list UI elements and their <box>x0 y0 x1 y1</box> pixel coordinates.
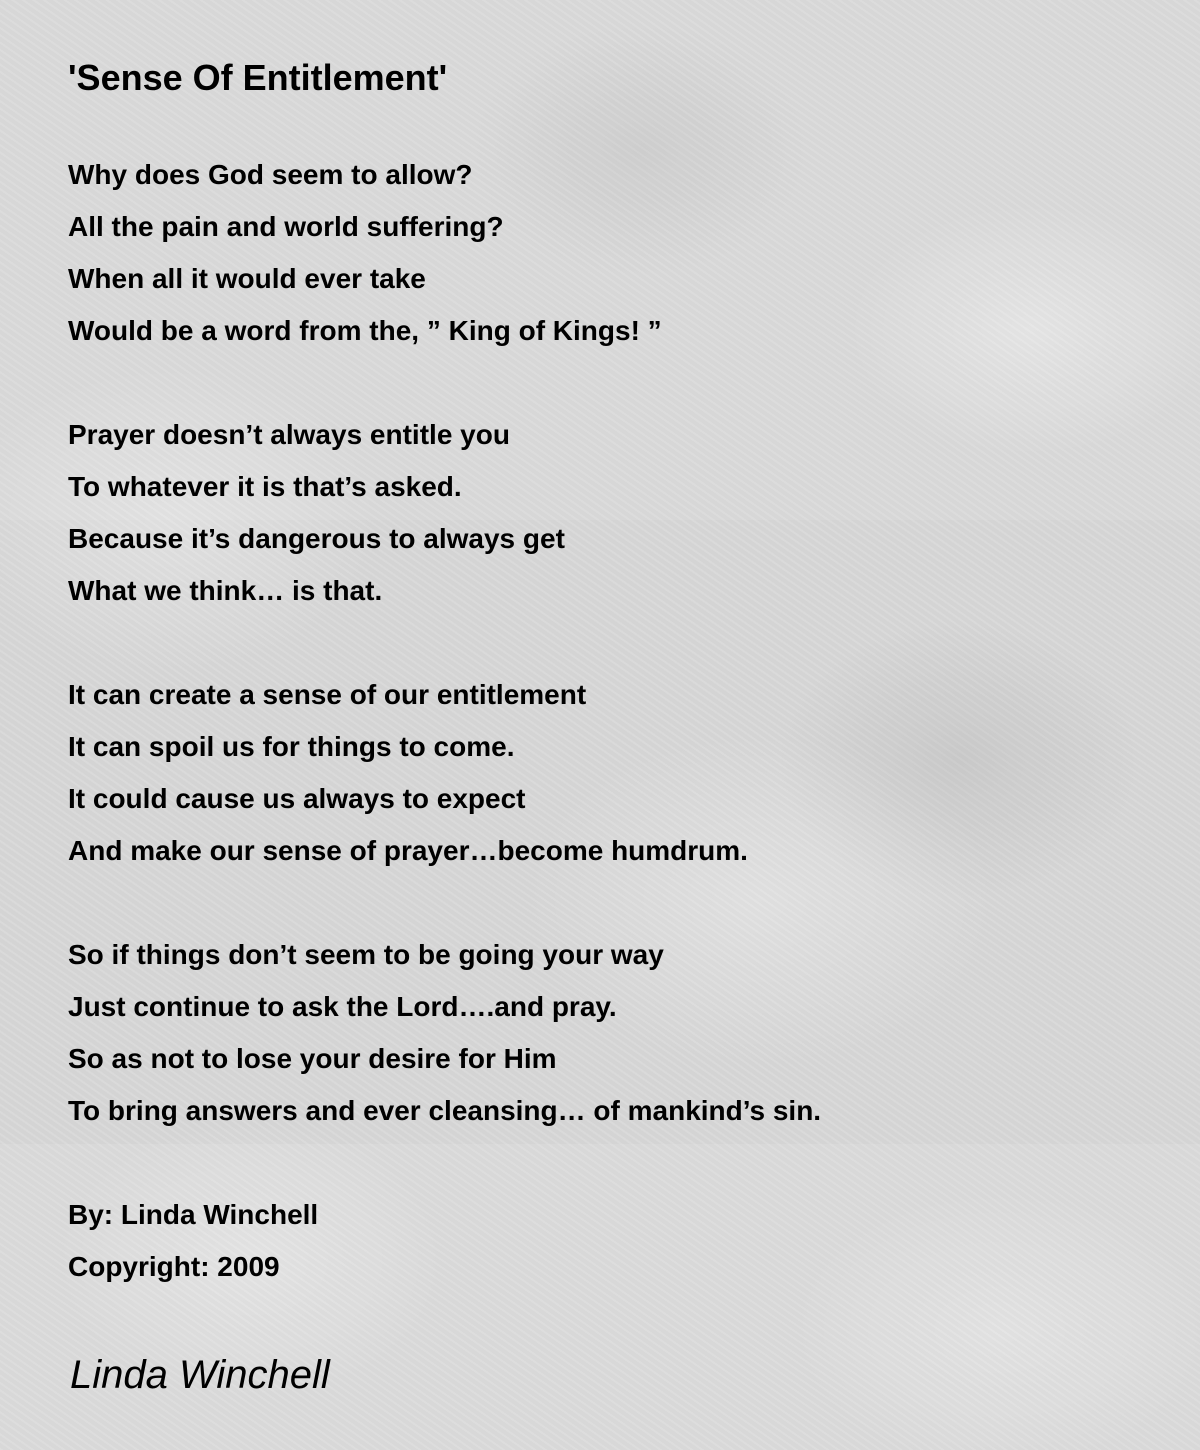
poem-line: Just continue to ask the Lord….and pray. <box>68 991 617 1022</box>
stanza-3 <box>68 669 748 877</box>
poem-line: What we think… is that. <box>68 575 383 606</box>
stanza-2 <box>68 409 565 617</box>
copyright-notice: Copyright: 2009 <box>68 1251 280 1282</box>
poem-line: Why does God seem to allow? <box>68 159 473 190</box>
poem-credits <box>68 1189 318 1293</box>
poem-line: And make our sense of prayer…become humdrum. <box>68 835 748 866</box>
poem-line: It could cause us always to expect <box>68 783 526 814</box>
poem-line: So if things don’t seem to be going your way <box>68 939 664 970</box>
stanza-1 <box>68 149 662 357</box>
poem-line: Because it’s dangerous to always get <box>68 523 565 554</box>
stanza-4 <box>68 929 821 1137</box>
poem-line: To whatever it is that’s asked. <box>68 471 462 502</box>
poem-line: To bring answers and ever cleansing… of mankind’s sin. <box>68 1095 822 1126</box>
poem-line: It can create a sense of our entitlement <box>68 679 587 710</box>
author-signature: Linda Winchell <box>70 1353 330 1397</box>
byline: By: Linda Winchell <box>68 1199 319 1230</box>
poem-line: Would be a word from the, ” King of Kings! ” <box>68 315 662 346</box>
poem-line: Prayer doesn’t always entitle you <box>68 419 510 450</box>
poem-title: 'Sense Of Entitlement' <box>68 57 448 98</box>
poem-line: When all it would ever take <box>68 263 426 294</box>
poem-line: It can spoil us for things to come. <box>68 731 515 762</box>
poem-line: All the pain and world suffering? <box>68 211 504 242</box>
poem-line: So as not to lose your desire for Him <box>68 1043 557 1074</box>
